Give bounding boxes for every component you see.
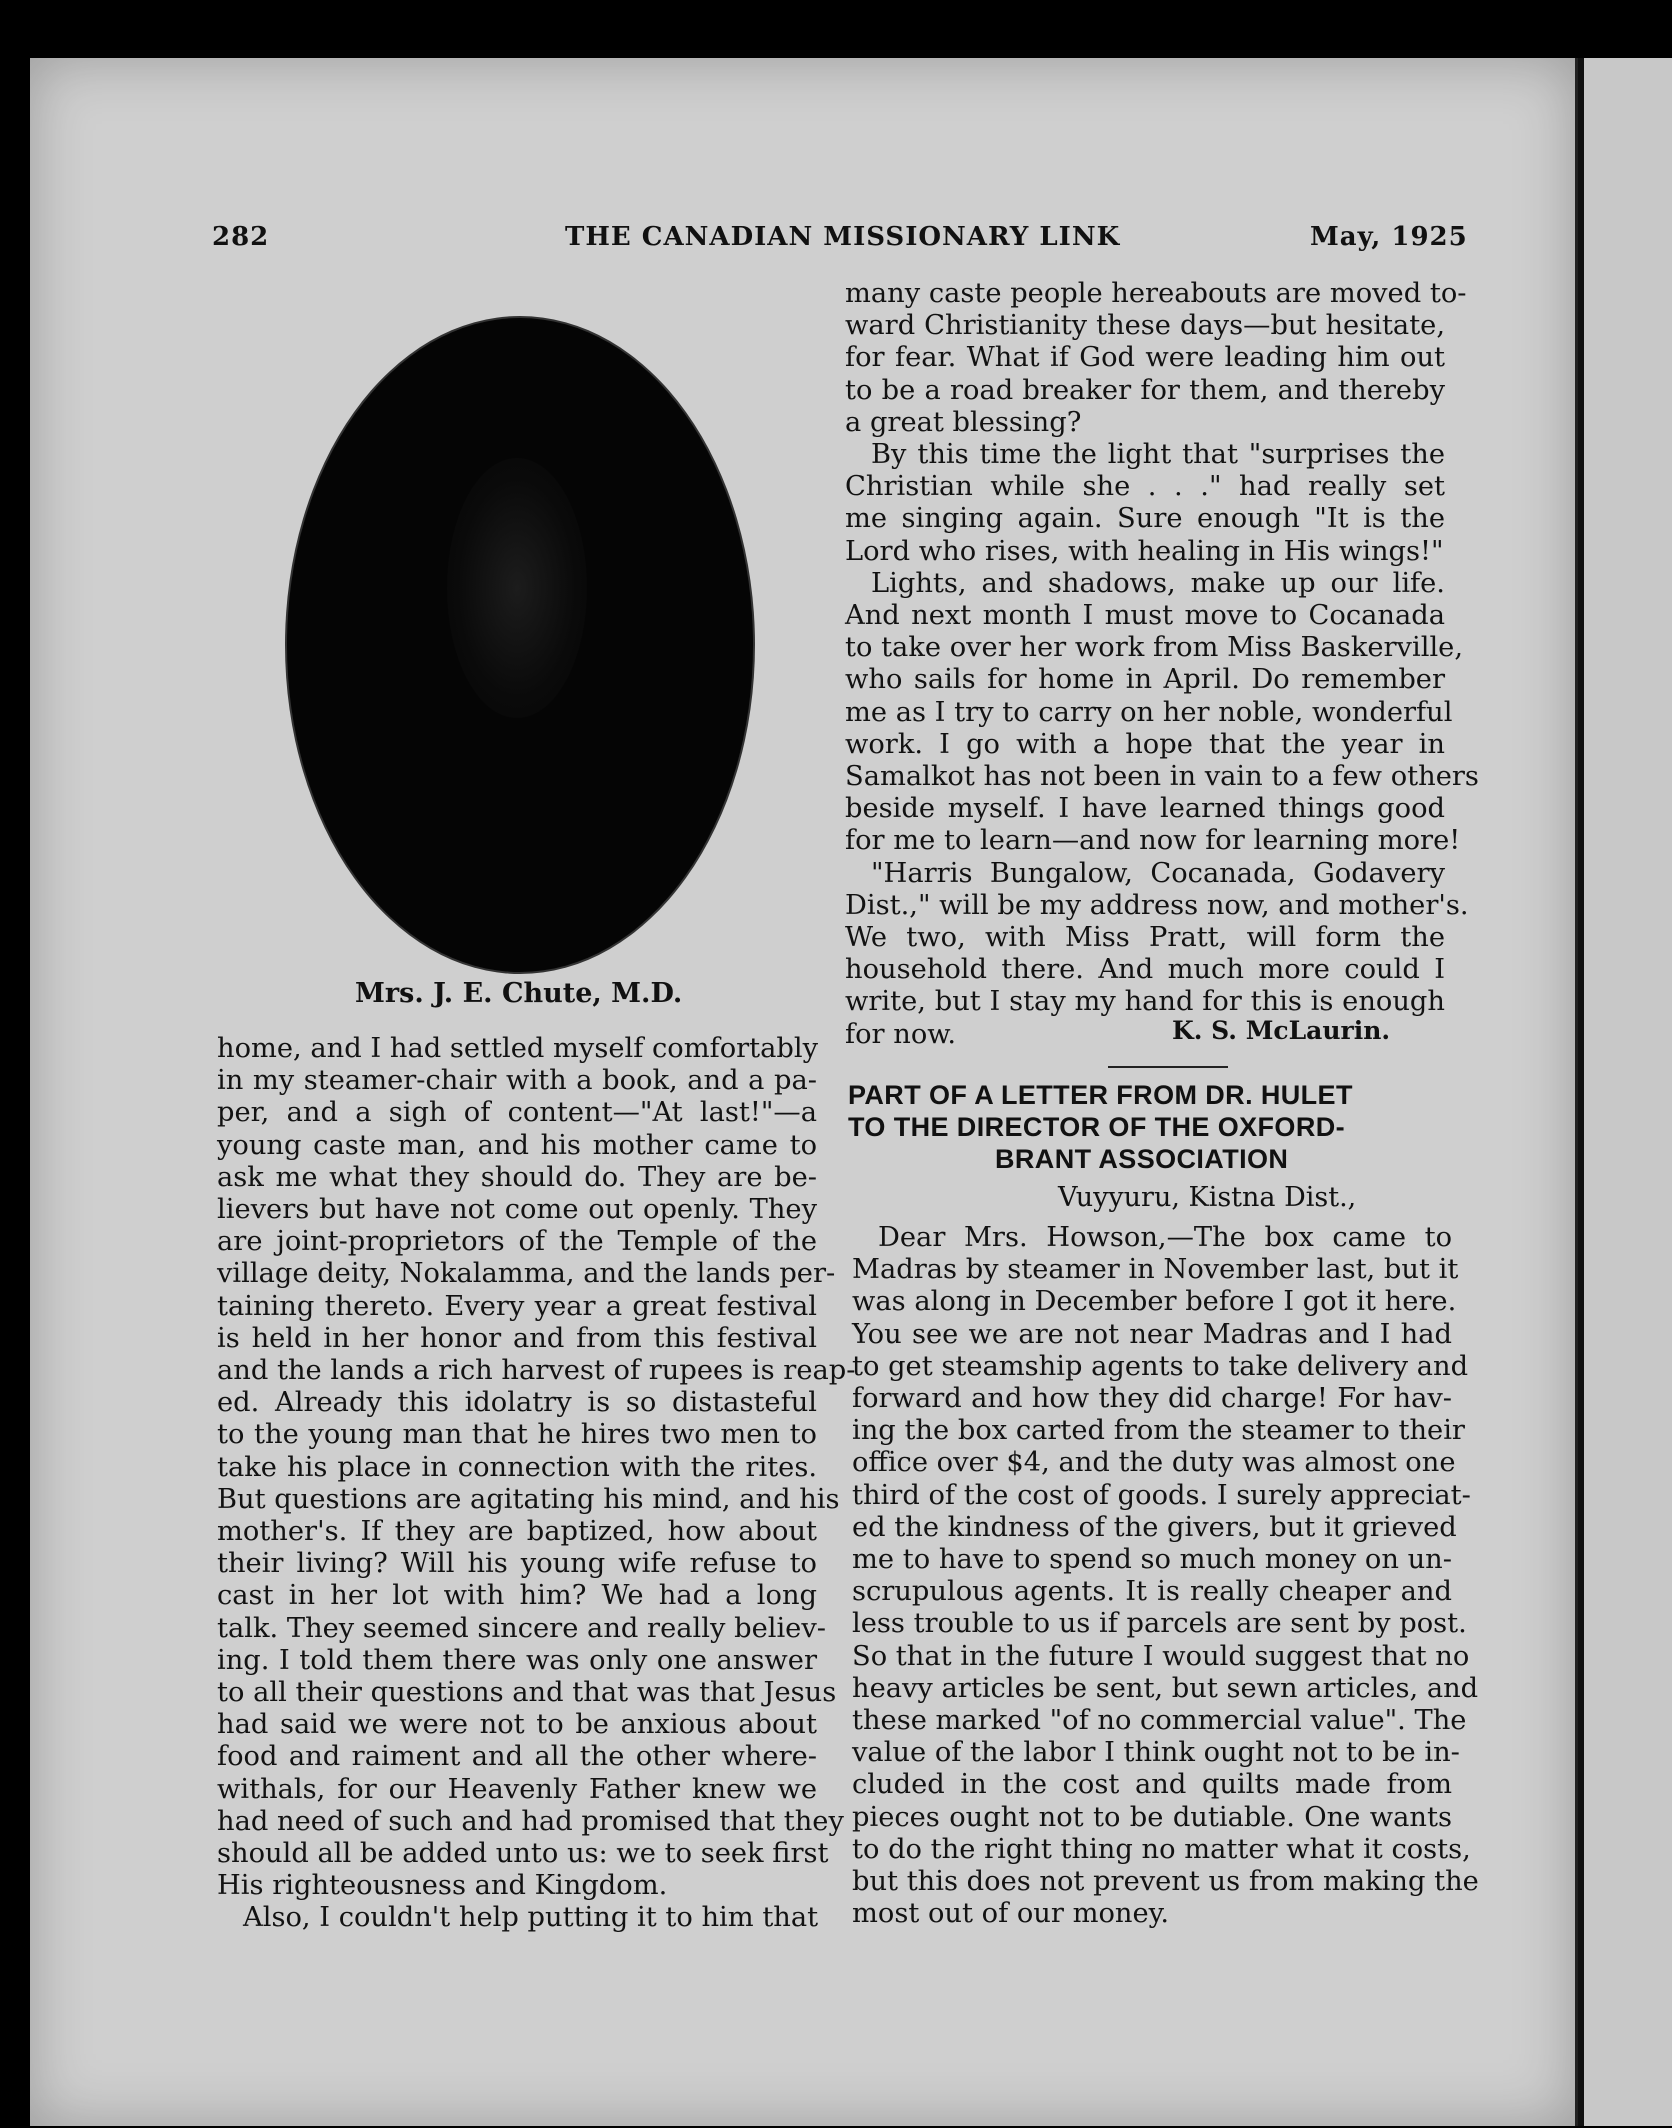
text-line: me singing again. Sure enough "It is the: [845, 503, 1445, 535]
text-line: most out of our money.: [852, 1898, 1170, 1930]
text-line: to the young man that he hires two men to: [217, 1419, 817, 1451]
text-line: talk. They seemed sincere and really believ-: [217, 1612, 826, 1644]
text-line: lievers but have not come out openly. They: [217, 1194, 817, 1226]
text-line: take his place in connection with the rites.: [217, 1451, 817, 1483]
letter-signature: K. S. McLaurin.: [1172, 1016, 1391, 1045]
text-line: for fear. What if God were leading him out: [845, 342, 1445, 374]
text-line: taining thereto. Every year a great festival: [217, 1290, 817, 1322]
article-heading-line: PART OF A LETTER FROM DR. HULET: [848, 1080, 1353, 1110]
text-line: By this time the light that "surprises the: [871, 439, 1445, 471]
article-heading-line: TO THE DIRECTOR OF THE OXFORD-: [848, 1112, 1346, 1142]
text-line: And next month I must move to Cocanada: [845, 600, 1445, 632]
text-line: a great blessing?: [845, 406, 1082, 438]
text-line: His righteousness and Kingdom.: [217, 1870, 668, 1902]
text-line: beside myself. I have learned things good: [845, 793, 1445, 825]
text-line: ask me what they should do. They are be-: [217, 1161, 817, 1193]
text-line: and the lands a rich harvest of rupees is reap-: [217, 1355, 856, 1387]
left-column-text: [217, 1033, 856, 1935]
text-line: is held in her honor and from this festival: [217, 1322, 817, 1354]
text-line: So that in the future I would suggest that no: [852, 1640, 1470, 1672]
text-line: home, and I had settled myself comfortably: [217, 1033, 819, 1064]
text-line: per, and a sigh of content—"At last!"—a: [217, 1097, 817, 1129]
text-line: to take over her work from Miss Baskerville,: [845, 632, 1464, 664]
text-line: write, but I stay my hand for this is enough: [845, 986, 1445, 1018]
text-line: young caste man, and his mother came to: [217, 1129, 817, 1161]
text-line: me as I try to carry on her noble, wonderful: [845, 696, 1453, 728]
text-line: household there. And much more could I: [845, 954, 1445, 986]
text-line: But questions are agitating his mind, and his: [217, 1483, 840, 1515]
text-line: heavy articles be sent, but sewn articles, and: [852, 1672, 1479, 1704]
text-line: for now.: [845, 1018, 957, 1050]
text-line: was along in December before I got it here.: [852, 1286, 1457, 1318]
text-line: ed. Already this idolatry is so distasteful: [217, 1387, 817, 1419]
right-column-letter-text: [845, 278, 1479, 1051]
text-line: You see we are not near Madras and I had: [852, 1318, 1452, 1350]
text-line: these marked "of no commercial value". The: [852, 1705, 1467, 1737]
text-line: cast in her lot with him? We had a long: [217, 1580, 817, 1612]
text-line: value of the labor I think ought not to be in-: [852, 1737, 1460, 1769]
text-line: many caste people hereabouts are moved to-: [845, 278, 1467, 309]
issue-date: May, 1925: [1310, 222, 1468, 252]
text-line: Christian while she . . ." had really set: [845, 471, 1445, 503]
text-line: food and raiment and all the other where-: [217, 1741, 817, 1773]
text-line: to be a road breaker for them, and thereby: [845, 374, 1445, 406]
text-line: pieces ought not to be dutiable. One wants: [852, 1801, 1452, 1833]
section-divider: [1108, 1066, 1228, 1068]
text-line: withals, for our Heavenly Father knew we: [217, 1773, 817, 1805]
text-line: for me to learn—and now for learning more!: [845, 825, 1461, 857]
text-line: cluded in the cost and quilts made from: [852, 1769, 1452, 1801]
text-line: their living? Will his young wife refuse to: [217, 1548, 817, 1580]
text-line: We two, with Miss Pratt, will form the: [845, 922, 1445, 954]
text-line: me to have to spend so much money on un-: [852, 1544, 1452, 1576]
text-line: forward and how they did charge! For hav-: [852, 1383, 1452, 1415]
text-line: ward Christianity these days—but hesitate,: [845, 310, 1445, 342]
text-line: to get steamship agents to take delivery and: [852, 1350, 1469, 1382]
article-heading-line: BRANT ASSOCIATION: [995, 1144, 1289, 1174]
text-line: scrupulous agents. It is really cheaper and: [852, 1576, 1452, 1608]
text-line: to do the right thing no matter what it costs,: [852, 1833, 1471, 1865]
text-line: mother's. If they are baptized, how about: [217, 1516, 817, 1548]
text-line: work. I go with a hope that the year in: [845, 728, 1445, 760]
text-line: less trouble to us if parcels are sent by post.: [852, 1608, 1467, 1640]
text-line: but this does not prevent us from making the: [852, 1866, 1479, 1898]
text-line: are joint-proprietors of the Temple of the: [217, 1226, 817, 1258]
article-body-text: [852, 1222, 1479, 1930]
text-line: had need of such and had promised that they: [217, 1805, 844, 1837]
text-line: office over $4, and the duty was almost one: [852, 1447, 1456, 1479]
adjacent-page-edge: [1578, 58, 1672, 2126]
text-line: third of the cost of goods. I surely appreciat-: [852, 1479, 1471, 1511]
text-line: had said we were not to be anxious about: [217, 1709, 817, 1741]
text-line: village deity, Nokalamma, and the lands per-: [217, 1258, 836, 1290]
text-line: Lord who rises, with healing in His wings!": [845, 535, 1444, 567]
text-line: Samalkot has not been in vain to a few others: [845, 761, 1479, 793]
text-line: Dist.," will be my address now, and mother's.: [845, 889, 1469, 921]
text-line: who sails for home in April. Do remember: [845, 664, 1445, 696]
text-line: Dear Mrs. Howson,—The box came to: [878, 1222, 1452, 1253]
running-title: THE CANADIAN MISSIONARY LINK: [565, 222, 1121, 252]
text-line: ed the kindness of the givers, but it grieved: [852, 1511, 1457, 1543]
text-line: to all their questions and that was that Jesus: [217, 1677, 837, 1709]
portrait-photo: [287, 318, 753, 972]
text-line: Madras by steamer in November last, but it: [852, 1254, 1459, 1286]
text-line: ing. I told them there was only one answer: [217, 1644, 817, 1676]
text-line: ing the box carted from the steamer to their: [852, 1415, 1465, 1447]
text-line: Lights, and shadows, make up our life.: [871, 567, 1445, 599]
text-line: Also, I couldn't help putting it to him that: [243, 1902, 819, 1934]
portrait-face: [447, 458, 587, 718]
article-dateline: Vuyyuru, Kistna Dist.,: [1058, 1182, 1357, 1213]
text-line: should all be added unto us: we to seek first: [217, 1838, 829, 1870]
portrait-caption: Mrs. J. E. Chute, M.D.: [355, 978, 683, 1009]
text-line: "Harris Bungalow, Cocanada, Godavery: [871, 857, 1445, 889]
text-line: in my steamer-chair with a book, and a pa-: [217, 1065, 817, 1097]
page-number: 282: [212, 222, 270, 252]
